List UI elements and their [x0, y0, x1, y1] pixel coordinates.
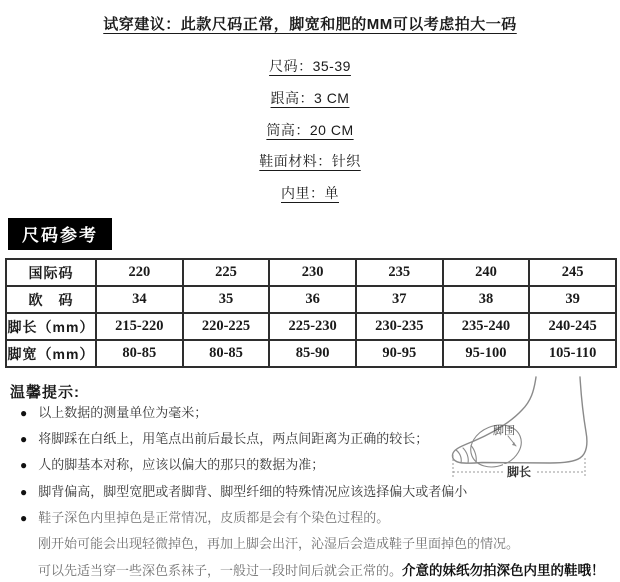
cell: 245	[529, 259, 616, 286]
foot-measurement-diagram	[446, 376, 610, 494]
size-reference-badge: 尺码参考	[8, 218, 112, 250]
note-line: 刚开始可能会出现轻微掉色，再加上脚会出汗，沁湿后会造成鞋子里面掉色的情况。	[38, 536, 520, 551]
row-label: 脚宽（mm）	[6, 340, 96, 367]
tip-text: 鞋子深色内里掉色是正常情况，皮质都是会有个染色过程的。	[38, 510, 390, 525]
cell: 34	[96, 286, 183, 313]
tip-item	[20, 428, 428, 447]
note-text: 可以先适当穿一些深色系袜子，一般过一段时间后就会正常的。	[38, 563, 403, 578]
cell: 39	[529, 286, 616, 313]
row-label: 脚长（mm）	[6, 313, 96, 340]
tip-item	[20, 454, 324, 473]
cell: 95-100	[443, 340, 530, 367]
tip-item	[20, 402, 207, 421]
tip-item	[20, 507, 389, 526]
cell: 35	[183, 286, 270, 313]
tip-item	[20, 481, 467, 500]
note-bold-warning: 介意的妹纸勿拍深色内里的鞋哦！	[402, 563, 605, 578]
row-label: 欧 码	[6, 286, 96, 313]
foot-length-label: 脚长	[507, 465, 532, 479]
bullet-icon: ●	[20, 511, 28, 525]
note-line	[38, 559, 605, 579]
cell: 220	[96, 259, 183, 286]
cell: 230-235	[356, 313, 443, 340]
spec-lining: 内里：单	[281, 185, 339, 201]
cell: 80-85	[96, 340, 183, 367]
foot-girth-label: 脚围	[493, 425, 515, 437]
spec-heel-height: 跟高：3 CM	[270, 90, 350, 106]
cell: 38	[443, 286, 530, 313]
tip-text: 以上数据的测量单位为毫米；	[38, 405, 208, 420]
size-table	[5, 258, 617, 368]
spec-size: 尺码：35-39	[269, 58, 351, 74]
bullet-icon: ●	[20, 406, 28, 420]
cell: 80-85	[183, 340, 270, 367]
bullet-icon: ●	[20, 458, 28, 472]
cell: 235-240	[443, 313, 530, 340]
cell: 225-230	[269, 313, 356, 340]
cell: 235	[356, 259, 443, 286]
bullet-icon: ●	[20, 485, 28, 499]
girth-arrowhead	[512, 442, 516, 446]
table-row-intl-code	[6, 259, 616, 286]
fit-advice-title: 试穿建议：此款尺码正常，脚宽和肥的MM可以考虑拍大一码	[103, 16, 517, 33]
spec-upper-material: 鞋面材料：针织	[259, 153, 361, 169]
cell: 90-95	[356, 340, 443, 367]
cell: 37	[356, 286, 443, 313]
table-row-eu-size	[6, 286, 616, 313]
cell: 220-225	[183, 313, 270, 340]
row-label: 国际码	[6, 259, 96, 286]
tip-text: 将脚踩在白纸上，用笔点出前后最长点，两点间距离为正确的较长；	[38, 431, 429, 446]
cell: 230	[269, 259, 356, 286]
cell: 215-220	[96, 313, 183, 340]
table-row-foot-width	[6, 340, 616, 367]
table-row-foot-length	[6, 313, 616, 340]
cell: 105-110	[529, 340, 616, 367]
cell: 225	[183, 259, 270, 286]
cell: 240	[443, 259, 530, 286]
tips-heading: 温馨提示:	[10, 384, 80, 401]
cell: 36	[269, 286, 356, 313]
bullet-icon: ●	[20, 432, 28, 446]
cell: 240-245	[529, 313, 616, 340]
spec-shaft-height: 筒高：20 CM	[266, 122, 354, 138]
tip-text: 脚背偏高，脚型宽肥或者脚背、脚型纤细的特殊情况应该选择偏大或者偏小	[38, 484, 468, 499]
cell: 85-90	[269, 340, 356, 367]
tip-text: 人的脚基本对称，应该以偏大的那只的数据为准；	[38, 457, 325, 472]
